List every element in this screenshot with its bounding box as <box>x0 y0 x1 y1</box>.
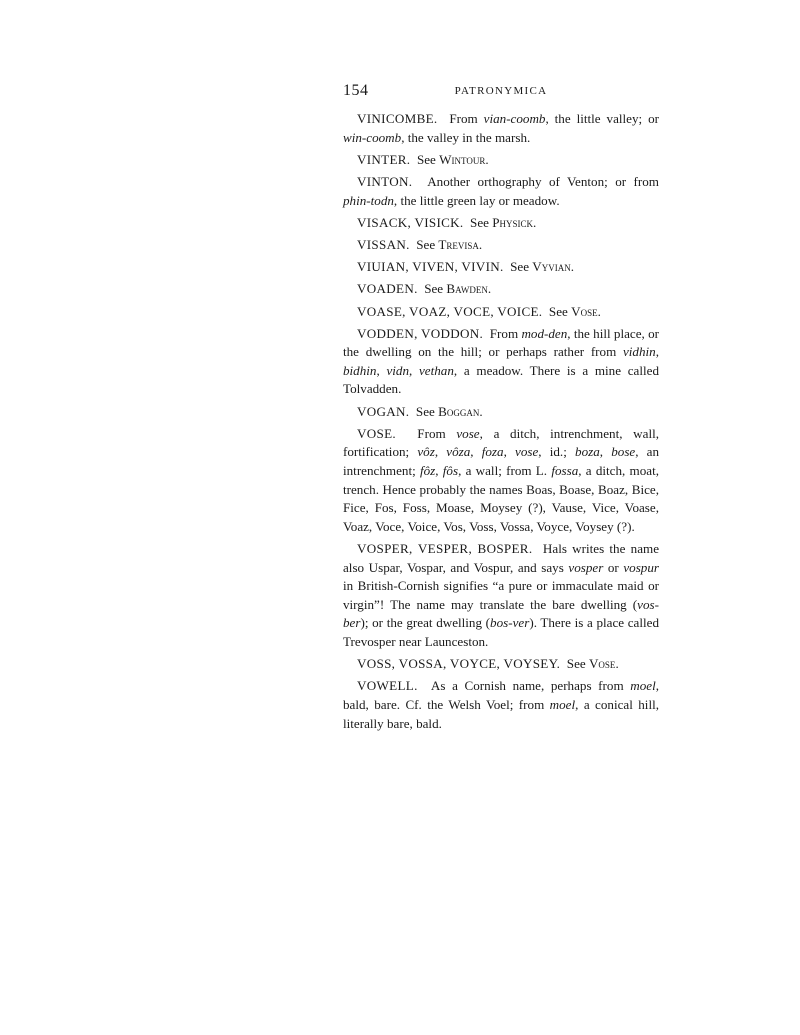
headword: VIUIAN, VIVEN, VIVIN. <box>357 259 504 275</box>
headword: VOSPER, VESPER, BOSPER. <box>357 541 533 556</box>
cross-reference: Vose <box>571 303 598 319</box>
headword: VISSAN. <box>357 236 410 252</box>
entry-vodden: VODDEN, VODDON. From mod-den, the hill place, or the dwelling on the hill; or perhaps rather from vidhin, bidhin, vidn, vethan, a meadow. There is a mine called Tolvadden. <box>343 325 660 397</box>
entry-voss: VOSS, VOSSA, VOYCE, VOYSEY. See Vose. <box>357 656 619 672</box>
entry-vinton: VINTON. Another orthography of Venton; or from phin-todn, the little green lay or meadow. <box>343 173 659 208</box>
running-title: PATRONYMICA <box>454 85 548 97</box>
entry-voaden: VOADEN. See Bawden. <box>357 281 492 297</box>
headword: VINICOMBE. <box>357 111 438 126</box>
cross-reference: Physick <box>492 214 534 230</box>
cross-reference: Trevisa <box>438 236 479 252</box>
headword: VOASE, VOAZ, VOCE, VOICE. <box>357 303 543 319</box>
headword: VINTER. <box>357 151 411 167</box>
headword: VINTON. <box>357 173 413 189</box>
dictionary-entries <box>343 110 659 737</box>
entry-vowell: VOWELL. As a Cornish name, perhaps from moel, bald, bare. Cf. the Welsh Voel; from moel, a conical hill, literally bare, bald. <box>343 678 659 731</box>
headword: VOADEN. <box>357 281 418 297</box>
entry-vinicombe: VINICOMBE. From vian-coomb, the little valley; or win-coomb, the valley in the marsh. <box>343 111 659 145</box>
entry-vosper: VOSPER, VESPER, BOSPER. Hals writes the name also Uspar, Vospar, and Vospur, and says vosper or vospur in British-Cornish signifies “a pure or immaculate maid or virgin”! The name may translate the bare dwelling (vos-ber); or the great dwelling (bos-ver). There is a place called Trevosper near Launceston. <box>343 541 660 649</box>
entry-visack: VISACK, VISICK. See Physick. <box>357 214 537 230</box>
entry-vinter: VINTER. See Wintour. <box>357 151 489 167</box>
headword: VOSE. <box>357 425 396 441</box>
entry-vissan: VISSAN. See Trevisa. <box>357 236 483 252</box>
entry-voase: VOASE, VOAZ, VOCE, VOICE. See Vose. <box>357 303 601 319</box>
cross-reference: Wintour <box>439 151 486 167</box>
headword: VOSS, VOSSA, VOYCE, VOYSEY. <box>357 656 561 672</box>
page-number: 154 <box>343 82 369 99</box>
headword: VISACK, VISICK. <box>357 214 464 230</box>
cross-reference: Vose <box>588 656 616 672</box>
cross-reference: Bawden <box>446 281 488 297</box>
entry-vose: VOSE. From vose, a ditch, intrenchment, wall, fortification; vôz, vôza, foza, vose, id.; boza, bose, an intrenchment; fôz, fôs, a wall; from L. fossa, a ditch, moat, trench. Hence probably the names Boas, Boase, Boaz, Bice, Fice, Fos, Foss, Moase, Moysey (?), Vause, Vice, Voase, Voaz, Voce, Voice, Vos, Voss, Vossa, Voyce, Voysey (?). <box>343 425 660 534</box>
entry-vogan: VOGAN. See Boggan. <box>357 403 483 419</box>
headword: VODDEN, VODDON. <box>357 325 484 341</box>
page-header <box>343 82 659 106</box>
cross-reference: Boggan <box>438 403 480 419</box>
entry-viuian: VIUIAN, VIVEN, VIVIN. See Vyvian. <box>357 259 575 275</box>
headword: VOWELL. <box>357 678 418 694</box>
headword: VOGAN. <box>357 403 410 419</box>
cross-reference: Vyvian <box>532 259 571 275</box>
